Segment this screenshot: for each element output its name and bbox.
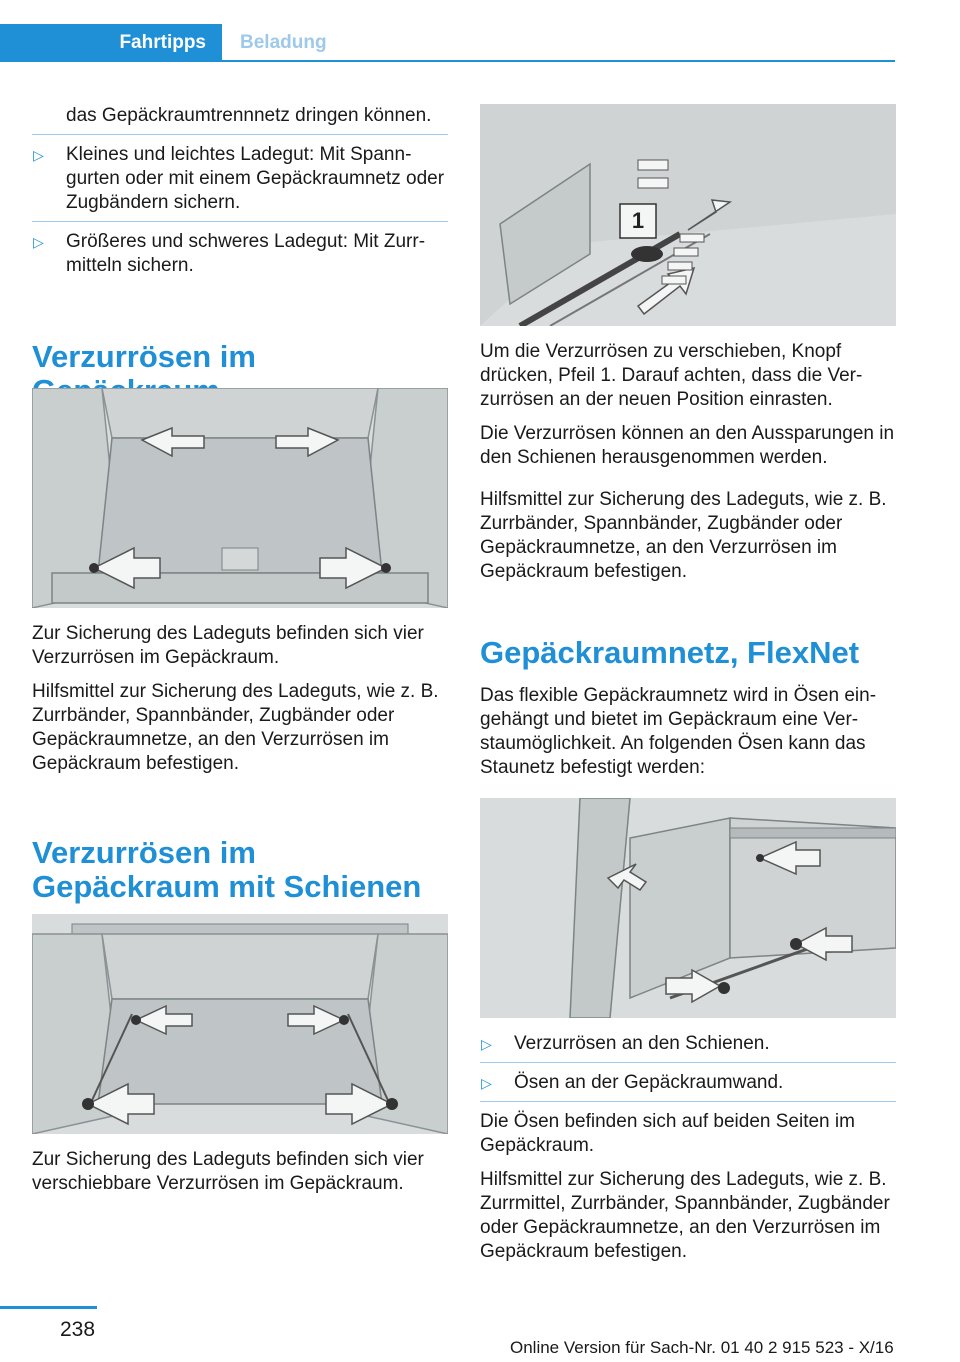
flexnet-text — [480, 684, 896, 780]
paragraph-move-rings: Um die Verzurrösen zu verschieben, Knopf drücken, Pfeil 1. Darauf achten, dass die Verzurrösen an der neuen Position einrasten. — [480, 341, 863, 410]
bullet-rail-rings: ▷ Verzurrösen an den Schienen. — [481, 1033, 770, 1054]
paragraph-four-rings: Zur Sicherung des Ladeguts befinden sich vier Verzurrösen im Gepäckraum. — [32, 623, 424, 668]
heading-lashing-rings: Verzurrösen im — [32, 339, 256, 374]
rings-text — [32, 622, 448, 776]
bullet-triangle-icon: ▷ — [481, 1075, 492, 1091]
left-column — [32, 104, 448, 278]
divider — [480, 1101, 896, 1102]
figure-callout-1: 1 — [631, 208, 645, 233]
page-number: 238 — [60, 1318, 96, 1341]
heading-rings-with-rails: Verzurrösen im Gepäckraum mit Schienen — [32, 835, 422, 904]
bullet-wall-eyes: ▷ Ösen an der Gepäckraumwand. — [481, 1072, 784, 1093]
right-text-bottom — [480, 1032, 896, 1264]
figure-cargo-rings — [32, 388, 448, 608]
bullet-triangle-icon: ▷ — [481, 1036, 492, 1052]
bullet-triangle-icon: ▷ — [33, 147, 44, 163]
paragraph-aids-final: Hilfsmittel zur Sicherung des Ladeguts, wie z. B. Zurrmittel, Zurrbänder, Spannbänder, Zugbänder oder Gepäckraumnetze, an den Verzurrösen im Gepäckraum befestigen. — [480, 1169, 890, 1262]
paragraph-both-sides: Die Ösen befinden sich auf beiden Seiten im Gepäckraum. — [480, 1111, 855, 1156]
heading-flexnet: Gepäckraumnetz, FlexNet — [480, 635, 860, 670]
right-text-top — [480, 340, 896, 584]
paragraph-remove-rings: Die Verzurrösen können an den Aussparungen in den Schienen herausgenommen werden. — [480, 423, 895, 468]
chapter-header — [0, 24, 895, 62]
continued-paragraph: das Gepäckraumtrennnetz dringen können. — [66, 105, 432, 126]
figure-rail-button — [480, 104, 896, 326]
divider — [32, 134, 448, 135]
footer-rule — [0, 1306, 97, 1309]
figure-rails — [32, 914, 448, 1134]
paragraph-aids-right: Hilfsmittel zur Sicherung des Ladeguts, wie z. B. Zurrbänder, Spannbänder, Zugbänder oder Gepäckraumnetze, an den Verzurrösen im Gepäckraum befestigen. — [480, 489, 887, 582]
online-version-note: Online Version für Sach-Nr. 01 40 2 915 523 - X/16 — [510, 1338, 894, 1357]
bullet-triangle-icon: ▷ — [33, 234, 44, 250]
paragraph-sliding-rings: Zur Sicherung des Ladeguts befinden sich vier verschiebbare Verzurrösen im Gepäckraum. — [32, 1149, 424, 1194]
figure-flexnet — [480, 798, 896, 1018]
paragraph-flexnet: Das flexible Gepäckraumnetz wird in Ösen eingehängt und bietet im Gepäckraum eine Verstaumöglichkeit. An folgenden Ösen kann das Staunetz befestigt werden: — [480, 685, 877, 778]
tab-beladung[interactable]: Beladung — [240, 32, 327, 53]
bullet-large-cargo: ▷ Größeres und schweres Ladegut: Mit Zurrmitteln sichern. — [33, 231, 426, 276]
divider — [32, 221, 448, 222]
paragraph-aids: Hilfsmittel zur Sicherung des Ladeguts, wie z. B. Zurrbänder, Spannbänder, Zugbänder oder Gepäckraumnetze, an den Verzurrösen im Gepäckraum befestigen. — [32, 681, 439, 774]
header-rule — [222, 60, 895, 62]
bullet-small-cargo: ▷ Kleines und leichtes Ladegut: Mit Spanngurten oder mit einem Gepäckraumnetz oder Zugbändern sichern. — [33, 144, 445, 213]
rails-text — [32, 1148, 448, 1196]
tab-fahrtipps[interactable]: Fahrtipps — [0, 24, 222, 62]
divider — [480, 1062, 896, 1063]
